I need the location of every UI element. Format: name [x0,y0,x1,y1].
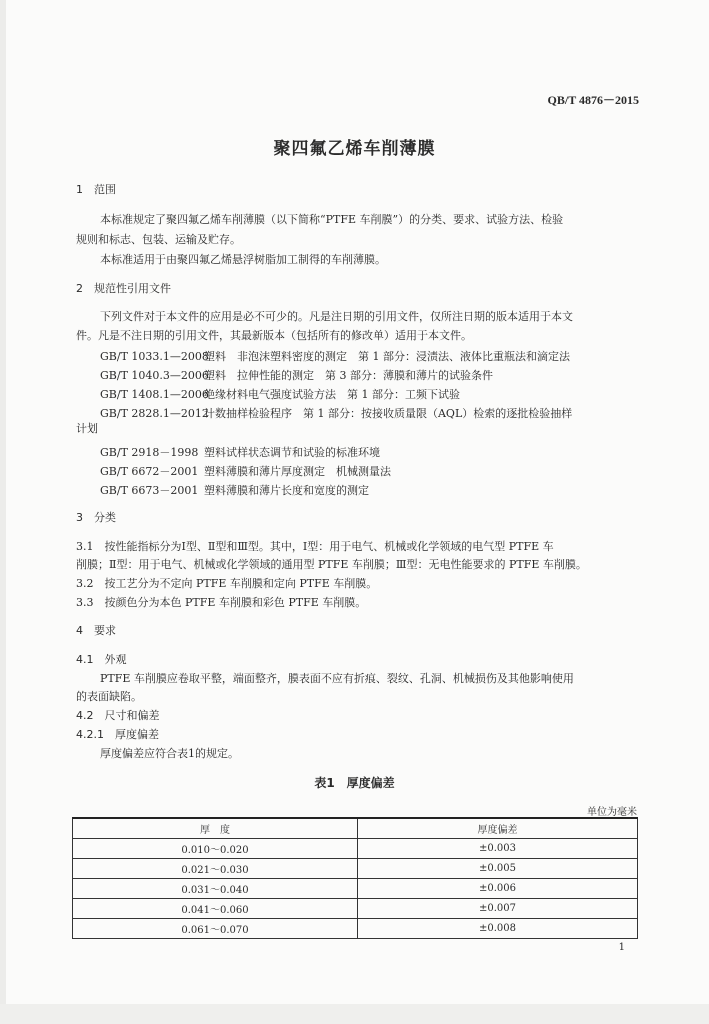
reference-code: GB/T 6673－2001 [100,484,199,497]
section-4-heading: 4 要求 [76,624,116,637]
reference-item [100,444,380,460]
table-unit: 单位为毫米 [587,807,637,818]
reference-code: GB/T 1033.1—2008 [100,350,209,363]
table-row [73,839,638,859]
table-header-row [73,818,638,839]
reference-item [100,367,493,383]
reference-title: 塑料 非泡沫塑料密度的测定 第 1 部分：浸渍法、液体比重瓶法和滴定法 [204,350,570,363]
clause-3-3: 3.3 按颜色分为本色 PTFE 车削膜和彩色 PTFE 车削膜。 [76,596,367,609]
section-1-para-2: 本标准适用于由聚四氟乙烯悬浮树脂加工制得的车削薄膜。 [100,253,386,266]
reference-title: 塑料试样状态调节和试验的标准环境 [204,446,380,459]
clause-4-2-1-text: 厚度偏差应符合表1的规定。 [100,747,239,760]
clause-3-1-line-2: 削膜；Ⅱ型：用于电气、机械或化学领域的通用型 PTFE 车削膜；Ⅲ型：无电性能要求的 PTFE 车削膜。 [76,558,587,571]
table-cell: 0.010～0.020 [73,839,358,859]
reference-item-continuation: 计划 [76,422,98,435]
page-number: 1 [618,942,625,953]
section-1-para-1-line-1: 本标准规定了聚四氟乙烯车削薄膜（以下简称“PTFE 车削膜”）的分类、要求、试验方法、检验 [100,213,564,226]
thickness-tolerance-table [72,817,638,939]
reference-title: 塑料薄膜和薄片长度和宽度的测定 [204,484,369,497]
table-cell: ±0.006 [358,879,638,899]
reference-item [100,482,369,498]
reference-title: 塑料薄膜和薄片厚度测定 机械测量法 [204,465,391,478]
section-2-para-line-1: 下列文件对于本文件的应用是必不可少的。凡是注日期的引用文件，仅所注日期的版本适用于本文 [100,310,573,323]
clause-4-1-line-1: PTFE 车削膜应卷取平整，端面整齐，膜表面不应有折痕、裂纹、孔洞、机械损伤及其他影响使用 [100,672,574,685]
table-caption: 表1 厚度偏差 [314,776,395,790]
section-1-para-1-line-2: 规则和标志、包装、运输及贮存。 [76,233,241,246]
reference-item [100,463,391,479]
reference-item [100,386,460,402]
reference-item [100,405,572,421]
section-2-para-line-2: 件。凡是不注日期的引用文件，其最新版本（包括所有的修改单）适用于本文件。 [76,329,472,342]
document-title: 聚四氟乙烯车削薄膜 [273,139,436,159]
table-row [73,899,638,919]
reference-code: GB/T 1408.1—2006 [100,388,209,401]
table-cell: ±0.003 [358,839,638,859]
table-row [73,919,638,939]
clause-4-1-line-2: 的表面缺陷。 [76,690,142,703]
section-3-heading: 3 分类 [76,511,116,524]
table-cell: 0.061～0.070 [73,919,358,939]
table-cell: 0.031～0.040 [73,879,358,899]
reference-code: GB/T 2828.1—2012 [100,407,209,420]
table-row [73,859,638,879]
reference-code: GB/T 1040.3—2006 [100,369,209,382]
clause-4-2-heading: 4.2 尺寸和偏差 [76,709,160,722]
reference-code: GB/T 2918－1998 [100,446,199,459]
clause-3-2: 3.2 按工艺分为不定向 PTFE 车削膜和定向 PTFE 车削膜。 [76,577,378,590]
section-2-heading: 2 规范性引用文件 [76,282,171,295]
table-cell: 0.041～0.060 [73,899,358,919]
clause-4-1-heading: 4.1 外观 [76,653,127,666]
clause-4-2-1-heading: 4.2.1 厚度偏差 [76,728,159,741]
reference-title: 塑料 拉伸性能的测定 第 3 部分：薄膜和薄片的试验条件 [204,369,493,382]
table-cell: ±0.007 [358,899,638,919]
table-row [73,879,638,899]
scan-bottom-margin [0,1004,709,1024]
clause-3-1-line-1: 3.1 按性能指标分为Ⅰ型、Ⅱ型和Ⅲ型。其中，Ⅰ型：用于电气、机械或化学领域的电气型 PTFE 车 [76,540,554,553]
table-cell: ±0.008 [358,919,638,939]
reference-title: 绝缘材料电气强度试验方法 第 1 部分：工频下试验 [204,388,460,401]
reference-title: 计数抽样检验程序 第 1 部分：按接收质量限（AQL）检索的逐批检验抽样 [204,407,573,420]
section-1-heading: 1 范围 [76,183,116,196]
reference-item [100,348,570,364]
standard-number: QB/T 4876－2015 [547,93,639,107]
table-header-cell: 厚度偏差 [358,818,638,839]
table-cell: ±0.005 [358,859,638,879]
table-cell: 0.021～0.030 [73,859,358,879]
table-header-cell: 厚 度 [73,818,358,839]
reference-code: GB/T 6672－2001 [100,465,199,478]
